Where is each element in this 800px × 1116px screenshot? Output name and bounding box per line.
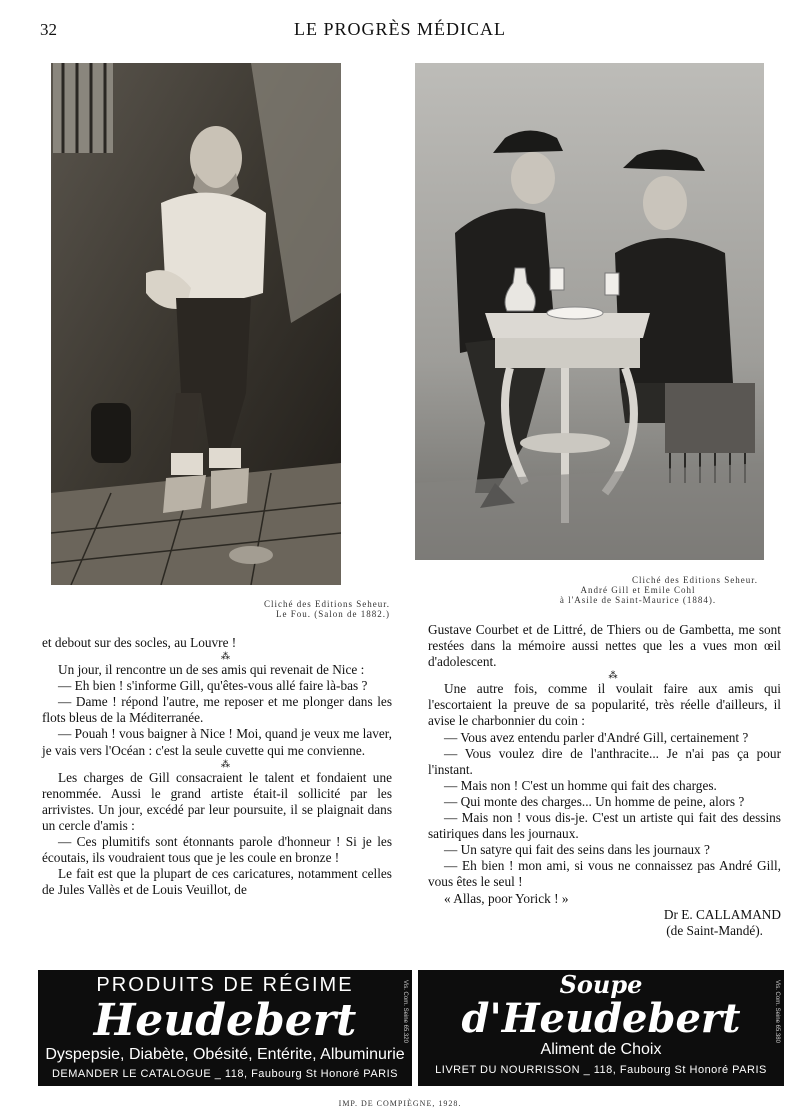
ad-left-brand: Heudebert — [93, 995, 357, 1046]
caption-right-line1: André Gill et Emile Cohl — [580, 585, 696, 595]
paragraph: Un jour, il rencontre un de ses amis qui revenait de Nice : — [58, 662, 365, 678]
section-separator: ⁂ — [221, 758, 229, 769]
advertisement-soupe-heudebert — [418, 970, 784, 1086]
caption-right — [458, 575, 758, 605]
printer-imprint: IMP. DE COMPIÈGNE, 1928. — [338, 1099, 462, 1108]
page-number: 32 — [40, 20, 57, 39]
paragraph: — Eh bien ! mon ami, si vous ne connaissez pas André Gill, vous êtes le seul ! — [428, 858, 781, 890]
paragraph: « Allas, poor Yorick ! » — [444, 890, 569, 906]
ad-left-heading: PRODUITS DE RÉGIME — [96, 974, 354, 996]
advertisement-produits-de-regime — [38, 970, 412, 1086]
author-place: (de Saint-Mandé). — [666, 922, 763, 938]
paragraph: — Vous avez entendu parler d'André Gill, certainement ? — [444, 729, 749, 745]
article-column-left — [42, 635, 392, 898]
paragraph: — Un satyre qui fait des seins dans les journaux ? — [444, 842, 710, 858]
paragraph: — Eh bien ! s'informe Gill, qu'êtes-vous allé faire là-bas ? — [58, 678, 368, 694]
paragraph: — Ces plumitifs sont étonnants parole d'honneur ! Si je les écoutais, ils voudraient tous que je les coule en bronze ! — [42, 834, 392, 866]
section-separator: ⁂ — [221, 651, 229, 662]
paragraph: et debout sur des socles, au Louvre ! — [42, 635, 237, 650]
caption-left-title: Le Fou. (Salon de 1882.) — [276, 609, 390, 619]
ad-right-brand: d'Heudebert — [461, 995, 741, 1042]
caption-left-credit: Cliché des Editions Seheur. — [264, 599, 390, 609]
ad-right-subtitle: Aliment de Choix — [540, 1041, 662, 1058]
ad-left-diseases: Dyspepsie, Diabète, Obésité, Entérite, Albuminurie — [45, 1046, 405, 1063]
paragraph: — Pouah ! vous baigner à Nice ! Moi, quand je veux me laver, je vais vers l'Océan : c'est la seule cuvette qui me convienne. — [42, 726, 392, 758]
paragraph: — Vous voulez dire de l'anthracite... Je n'ai pas ça pour l'instant. — [428, 745, 781, 777]
ad-left-side-mark: Vis. Com. Seine 65.320 — [402, 980, 408, 1043]
paragraph: Gustave Courbet et de Littré, de Thiers ou de Gambetta, me sont restées dans la mémoire aussi nettes que les a vues mon œil d'adolescent. — [428, 622, 781, 670]
paragraph: Une autre fois, comme il voulait faire aux amis qui l'escortaient la preuve de sa popularité, très réelle d'ailleurs, il avise le charbonnier du coin : — [428, 681, 781, 729]
paragraph: Les charges de Gill consacraient le talent et fondaient une renommée. Aussi le grand artiste était-il sollicité par les arrivistes. Un jour, excédé par leur poursuite, il se plaignait dans un cercle d'amis : — [42, 769, 392, 833]
caption-left — [130, 599, 390, 619]
ad-right-booklet: LIVRET DU NOURRISSON _ 118, Faubourg St Honoré PARIS — [435, 1064, 767, 1076]
ad-left-catalogue: DEMANDER LE CATALOGUE _ 118, Faubourg St Honoré PARIS — [51, 1068, 399, 1080]
paragraph: — Dame ! répond l'autre, me reposer et me plonger dans les flots bleus de la Méditerranée. — [42, 694, 392, 726]
author-signature: Dr E. CALLAMAND — [663, 906, 781, 922]
two-men-photo-image — [415, 63, 764, 560]
paragraph: — Qui monte des charges... Un homme de peine, alors ? — [444, 793, 745, 809]
caption-right-credit: Cliché des Editions Seheur. — [632, 575, 758, 585]
caption-right-line2: à l'Asile de Saint-Maurice (1884). — [559, 595, 717, 605]
madman-painting-image — [51, 63, 341, 585]
article-column-right — [428, 622, 781, 939]
photograph-gill-and-cohl — [415, 63, 764, 560]
ad-right-heading: Soupe — [559, 970, 643, 999]
paragraph: — Mais non ! vous dis-je. C'est un artiste qui fait des dessins satiriques dans les journaux. — [428, 810, 781, 842]
paragraph: — Mais non ! C'est un homme qui fait des charges. — [444, 777, 717, 793]
illustration-le-fou — [51, 63, 341, 585]
paragraph: Le fait est que la plupart de ces caricatures, notamment celles de Jules Vallès et de Louis Veuillot, de — [42, 866, 392, 898]
journal-title: LE PROGRÈS MÉDICAL — [293, 19, 506, 39]
ad-right-side-mark: Vis. Com. Seine 65.380 — [774, 980, 780, 1043]
section-separator: ⁂ — [608, 670, 617, 681]
